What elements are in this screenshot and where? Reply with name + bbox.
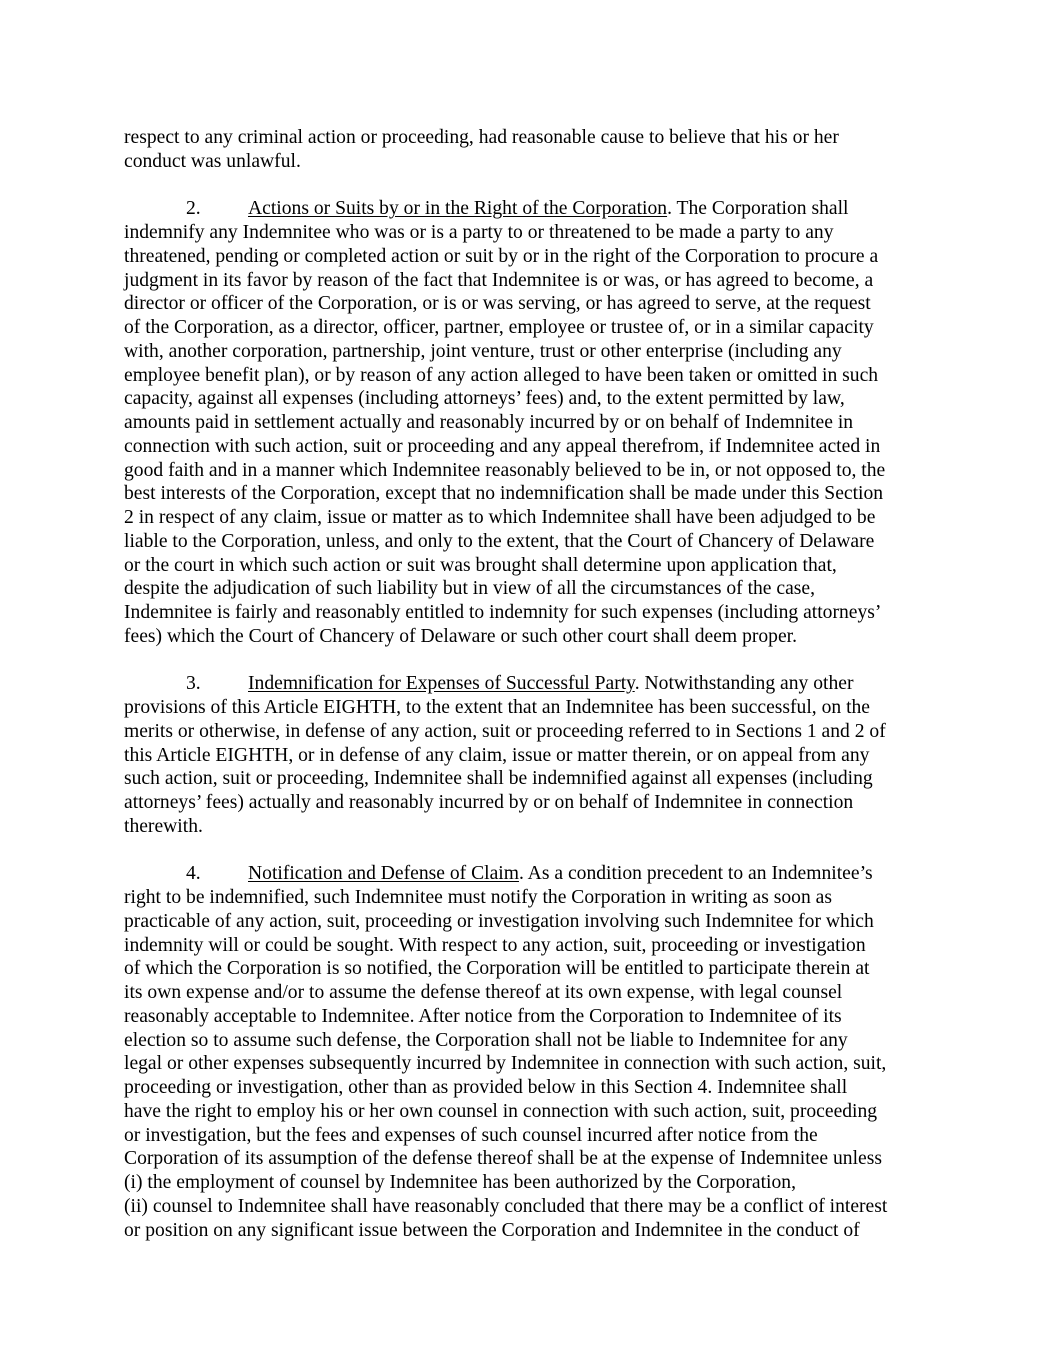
section-line: with, another corporation, partnership, joint venture, trust or other enterprise (including any	[124, 340, 842, 362]
section-line: have the right to employ his or her own counsel in connection with such action, suit, proceeding	[124, 1100, 878, 1122]
section-line: of the Corporation, as a director, officer, partner, employee or trustee of, or in a similar capacity	[124, 317, 874, 338]
section-line: capacity, against all expenses (including attorneys’ fees) and, to the extent permitted by law,	[124, 388, 845, 410]
section-number: 3.	[186, 673, 201, 695]
section-line: practicable of any action, suit, proceeding or investigation involving such Indemnitee for which	[124, 910, 874, 932]
section-lead-text: . As a condition precedent to an Indemnitee’s	[518, 863, 873, 885]
section-line: its own expense and/or to assume the defense thereof at its own expense, with legal counsel	[124, 982, 843, 1003]
section-2-paragraph	[124, 197, 936, 648]
section-line: connection with such action, suit or proceeding and any appeal therefrom, if Indemnitee acted in	[124, 435, 881, 457]
section-line: employee benefit plan), or by reason of any action alleged to have been taken or omitted in such	[124, 364, 879, 386]
section-line: merits or otherwise, in defense of any action, suit or proceeding referred to in Sections 1 and 2 of	[124, 720, 886, 742]
paragraph-gap	[124, 649, 936, 673]
section-line: liable to the Corporation, unless, and only to the extent, that the Court of Chancery of Delaware	[124, 530, 875, 552]
section-line: indemnity will or could be sought. With respect to any action, suit, proceeding or investigation	[124, 934, 866, 956]
section-heading: Indemnification for Expenses of Successful Party	[248, 673, 635, 695]
section-lead-text: . Notwithstanding any other	[634, 673, 854, 695]
intro-line: respect to any criminal action or proceeding, had reasonable cause to believe that his or her	[124, 127, 839, 148]
section-line: threatened, pending or completed action or suit by or in the right of the Corporation to procure a	[124, 245, 879, 267]
section-line: indemnify any Indemnitee who was or is a party to or threatened to be made a party to any	[124, 222, 834, 243]
section-line: such action, suit or proceeding, Indemnitee shall be indemnified against all expenses (including	[124, 768, 873, 790]
paragraph-gap	[124, 174, 936, 198]
section-line: 2 in respect of any claim, issue or matter as to which Indemnitee shall have been adjudged to be	[124, 507, 876, 528]
section-line: of which the Corporation is so notified, the Corporation will be entitled to participate therein at	[124, 958, 870, 980]
section-number: 2.	[186, 198, 201, 220]
section-line: or the court in which such action or suit was brought shall determine upon application that,	[124, 554, 837, 576]
section-line: fees) which the Court of Chancery of Delaware or such other court shall deem proper.	[124, 625, 798, 647]
section-line: best interests of the Corporation, except that no indemnification shall be made under this Section	[124, 483, 884, 505]
section-line: this Article EIGHTH, or in defense of any claim, issue or matter therein, or on appeal from any	[124, 744, 870, 766]
intro-paragraph	[124, 126, 936, 174]
section-line: Indemnitee is fairly and reasonably entitled to indemnity for such expenses (including attorneys’	[124, 602, 882, 623]
section-line: Corporation of its assumption of the defense thereof shall be at the expense of Indemnitee unless	[124, 1148, 882, 1170]
section-line: election so to assume such defense, the Corporation shall not be liable to Indemnitee for any	[124, 1029, 848, 1051]
section-line: right to be indemnified, such Indemnitee must notify the Corporation in writing as soon as	[124, 887, 832, 908]
section-line: attorneys’ fees) actually and reasonably incurred by or on behalf of Indemnitee in connection	[124, 792, 854, 813]
section-4-first-line	[124, 862, 936, 886]
section-heading: Notification and Defense of Claim	[248, 863, 519, 885]
section-4-paragraph	[124, 862, 936, 1242]
section-3-first-line	[124, 672, 936, 696]
paragraph-gap	[124, 839, 936, 863]
intro-line: conduct was unlawful.	[124, 150, 301, 172]
section-line: or investigation, but the fees and expenses of such counsel incurred after notice from the	[124, 1124, 818, 1146]
section-line: provisions of this Article EIGHTH, to the extent that an Indemnitee has been successful, on the	[124, 697, 871, 718]
section-line: judgment in its favor by reason of the fact that Indemnitee is or was, or has agreed to become, a	[124, 269, 874, 291]
section-line: proceeding or investigation, other than as provided below in this Section 4. Indemnitee shall	[124, 1077, 848, 1098]
section-line: (ii) counsel to Indemnitee shall have reasonably concluded that there may be a conflict of interest	[124, 1195, 888, 1217]
section-line: reasonably acceptable to Indemnitee. After notice from the Corporation to Indemnitee of its	[124, 1005, 842, 1027]
section-line: despite the adjudication of such liability but in view of all the circumstances of the case,	[124, 578, 816, 600]
section-line: good faith and in a manner which Indemnitee reasonably believed to be in, or not opposed to, the	[124, 459, 886, 481]
section-line: or position on any significant issue between the Corporation and Indemnitee in the conduct of	[124, 1219, 860, 1241]
document-body	[124, 126, 936, 1242]
section-heading: Actions or Suits by or in the Right of the Corporation	[248, 198, 668, 220]
section-line: amounts paid in settlement actually and reasonably incurred by or on behalf of Indemnitee in	[124, 412, 854, 433]
section-line: director or officer of the Corporation, or is or was serving, or has agreed to serve, at the request	[124, 293, 871, 315]
section-lead-text: . The Corporation shall	[667, 198, 849, 220]
section-3-paragraph	[124, 672, 936, 838]
section-line: (i) the employment of counsel by Indemnitee has been authorized by the Corporation,	[124, 1172, 796, 1193]
section-number: 4.	[186, 863, 201, 885]
section-2-first-line	[124, 197, 936, 221]
section-line: therewith.	[124, 815, 203, 837]
section-line: legal or other expenses subsequently incurred by Indemnitee in connection with such action, suit,	[124, 1053, 887, 1075]
